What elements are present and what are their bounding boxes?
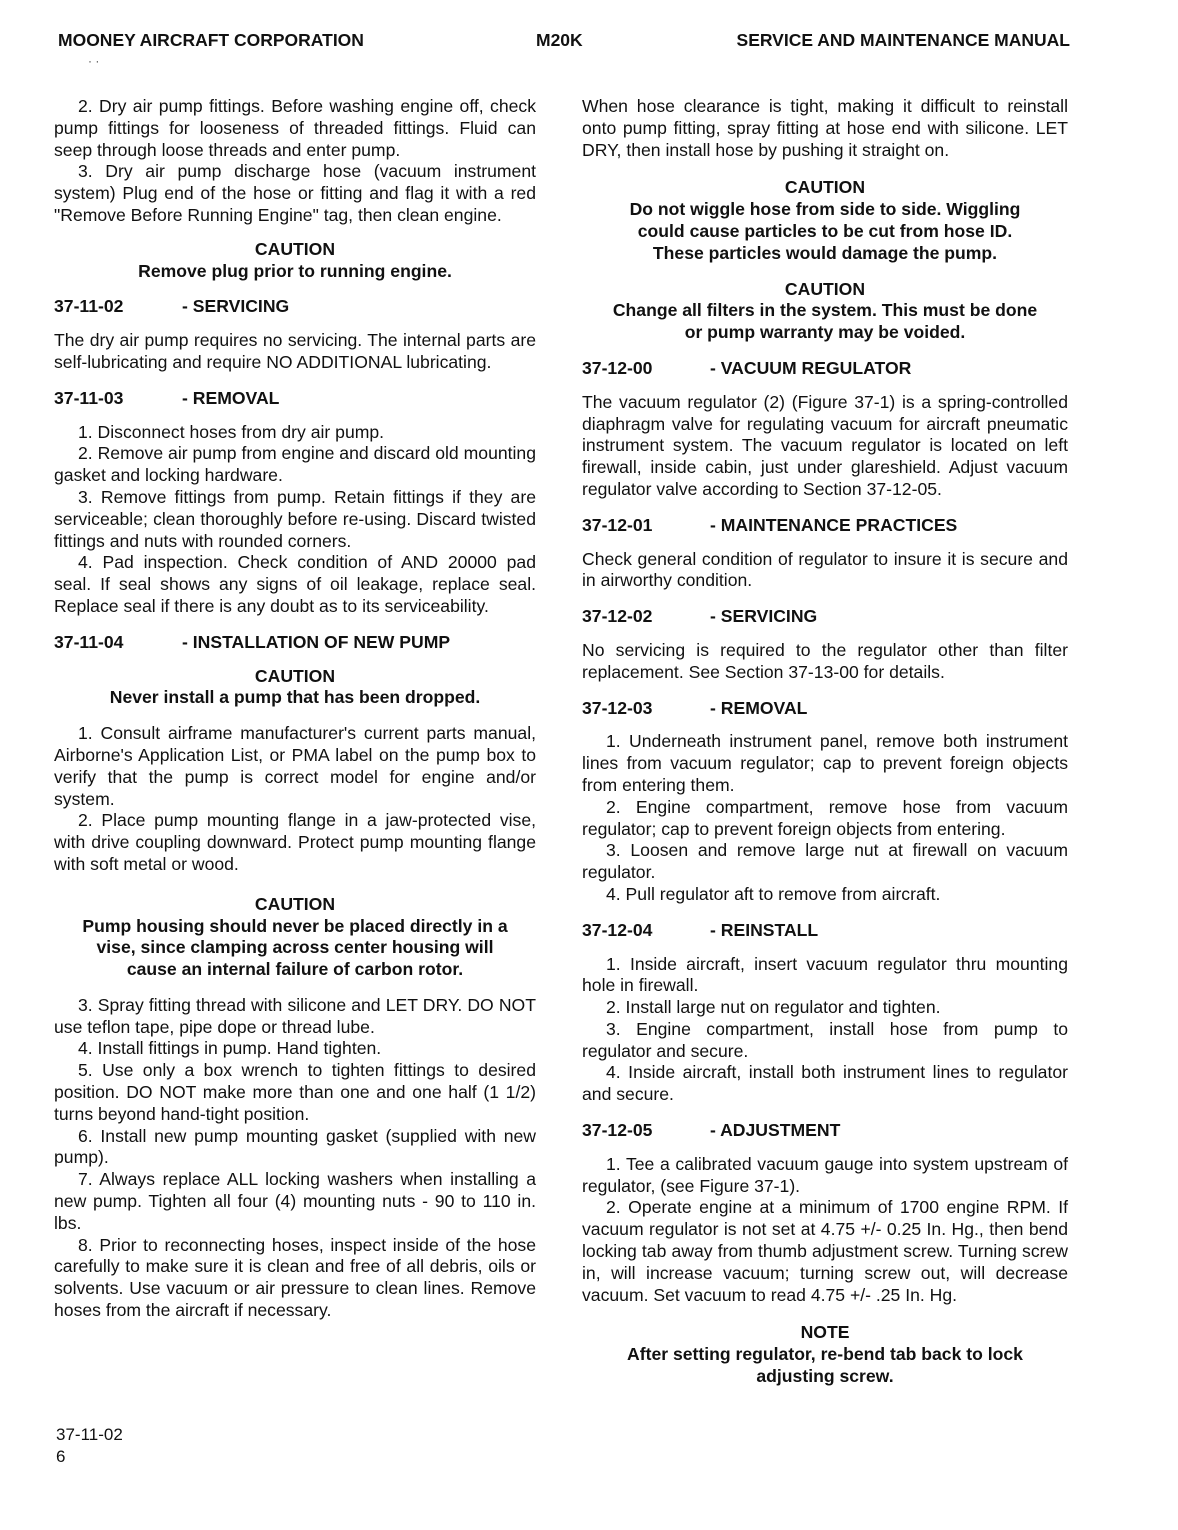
- company-name: MOONEY AIRCRAFT CORPORATION: [58, 30, 364, 50]
- section-title: - VACUUM REGULATOR: [710, 357, 912, 378]
- list-item: 5. Use only a box wrench to tighten fittings to desired position. DO NOT make more than one and one half (1 1/2) turns beyond hand-tight position.: [54, 1060, 536, 1124]
- section-heading: [582, 515, 1068, 537]
- paragraph: The dry air pump requires no servicing. The internal parts are self-lubricating and require NO ADDITIONAL lubricating.: [54, 330, 536, 372]
- caution-line: vise, since clamping across center housing will: [96, 937, 494, 958]
- list-item: 3. Remove fittings from pump. Retain fittings if they are serviceable; clean thoroughly before re-using. Discard twisted fittings and nuts with rounded corners.: [54, 486, 536, 551]
- caution-line: Change all filters in the system. This must be done: [612, 300, 1038, 321]
- section-number: 37-12-02: [582, 606, 653, 627]
- caution-title: CAUTION: [254, 893, 336, 914]
- caution-text: Remove plug prior to running engine.: [138, 260, 452, 281]
- caution-title: CAUTION: [254, 238, 336, 259]
- list-item: 4. Pull regulator aft to remove from aircraft.: [606, 883, 941, 904]
- caution-box: [54, 894, 536, 981]
- caution-title: CAUTION: [784, 177, 866, 198]
- section-heading: [582, 920, 1068, 942]
- paragraph: 2. Dry air pump fittings. Before washing engine off, check pump fittings for looseness of threaded fittings. Fluid can seep through loose threads and enter pump.: [54, 96, 536, 160]
- section-title: - REMOVAL: [182, 387, 280, 408]
- page-footer: [56, 1424, 123, 1468]
- caution-title: CAUTION: [784, 278, 866, 299]
- list-item: 2. Install large nut on regulator and tighten.: [606, 997, 941, 1018]
- section-number: 37-12-01: [582, 514, 653, 535]
- caution-title: CAUTION: [254, 665, 336, 686]
- section-title: - SERVICING: [710, 606, 818, 627]
- section-heading: [54, 388, 536, 410]
- list-item: 3. Loosen and remove large nut at firewall on vacuum regulator.: [582, 840, 1068, 883]
- aircraft-model: M20K: [536, 30, 583, 50]
- caution-line: Pump housing should never be placed directly in a: [82, 915, 508, 936]
- list-item: 2. Remove air pump from engine and discard old mounting gasket and locking hardware.: [54, 443, 536, 486]
- list-item: 1. Underneath instrument panel, remove both instrument lines from vacuum regulator; cap to prevent foreign objects from entering them.: [582, 731, 1068, 795]
- caution-box: [54, 666, 536, 710]
- page-number: 6: [56, 1447, 66, 1466]
- paragraph: The vacuum regulator (2) (Figure 37-1) is a spring-controlled diaphragm valve for regulating vacuum for aircraft pneumatic instrument system. The vacuum regulator is located on left firewall, inside cabin, just under glareshield. Adjust vacuum regulator valve according to Section 37-12-05.: [582, 391, 1068, 499]
- list-item: 2. Place pump mounting flange in a jaw-protected vise, with drive coupling downward. Protect pump mounting flange with soft metal or wood.: [54, 810, 536, 874]
- section-title: - MAINTENANCE PRACTICES: [710, 514, 958, 535]
- list-item: 3. Spray fitting thread with silicone and LET DRY. DO NOT use teflon tape, pipe dope or thread lube.: [54, 994, 536, 1037]
- section-number: 37-11-02: [54, 296, 124, 317]
- section-heading: [582, 358, 1068, 380]
- paragraph: 3. Dry air pump discharge hose (vacuum instrument system) Plug end of the hose or fitting and flag it with a red "Remove Before Running Engine" tag, then clean engine.: [54, 161, 536, 225]
- note-box: [582, 1322, 1068, 1387]
- section-number: 37-11-04: [54, 631, 124, 652]
- section-heading: [582, 698, 1068, 720]
- caution-line: These particles would damage the pump.: [652, 242, 998, 263]
- list-item: 4. Inside aircraft, install both instrument lines to regulator and secure.: [582, 1062, 1068, 1105]
- caution-line: Do not wiggle hose from side to side. Wiggling: [629, 199, 1021, 220]
- section-heading: [582, 1120, 1068, 1142]
- section-title: - INSTALLATION OF NEW PUMP: [182, 631, 451, 652]
- note-line: After setting regulator, re-bend tab back to lock: [627, 1344, 1023, 1365]
- list-item: 1. Inside aircraft, insert vacuum regulator thru mounting hole in firewall.: [582, 953, 1068, 996]
- footer-section-number: 37-11-02: [56, 1425, 123, 1444]
- page-header: [58, 30, 1070, 56]
- section-title: - SERVICING: [182, 296, 290, 317]
- list-item: 1. Disconnect hoses from dry air pump.: [78, 421, 385, 442]
- right-column: [582, 96, 1068, 1402]
- section-heading: [54, 632, 536, 654]
- caution-line: could cause particles to be cut from hose ID.: [637, 220, 1013, 241]
- paragraph: When hose clearance is tight, making it difficult to reinstall onto pump fitting, spray fitting at hose end with silicone. LET DRY, then install hose by pushing it straight on.: [582, 96, 1068, 160]
- section-heading: [582, 606, 1068, 628]
- section-title: - ADJUSTMENT: [710, 1120, 841, 1141]
- caution-box: [582, 279, 1068, 344]
- note-line: adjusting screw.: [756, 1366, 894, 1387]
- scan-speck: · ·: [88, 54, 100, 68]
- caution-box: [54, 239, 536, 283]
- section-title: - REINSTALL: [710, 919, 819, 940]
- section-heading: [54, 296, 536, 318]
- section-number: 37-12-00: [582, 357, 653, 378]
- paragraph: No servicing is required to the regulator other than filter replacement. See Section 37-13-00 for details.: [582, 639, 1068, 682]
- note-title: NOTE: [800, 1322, 850, 1343]
- section-number: 37-12-03: [582, 697, 653, 718]
- list-item: 1. Tee a calibrated vacuum gauge into system upstream of regulator, (see Figure 37-1).: [582, 1153, 1068, 1196]
- list-item: 1. Consult airframe manufacturer's current parts manual, Airborne's Application List, or PMA label on the pump box to verify that the pump is correct model for engine and/or system.: [54, 723, 536, 809]
- list-item: 8. Prior to reconnecting hoses, inspect inside of the hose carefully to make sure it is clean and free of all debris, oils or solvents. Use vacuum or air pressure to clean lines. Remove hoses from the aircraft if necessary.: [54, 1234, 536, 1321]
- section-number: 37-11-03: [54, 387, 124, 408]
- list-item: 2. Engine compartment, remove hose from vacuum regulator; cap to prevent foreign objects from entering.: [582, 796, 1068, 839]
- caution-box: [582, 177, 1068, 264]
- manual-title: SERVICE AND MAINTENANCE MANUAL: [736, 30, 1070, 50]
- list-item: 4. Install fittings in pump. Hand tighten.: [78, 1038, 382, 1059]
- list-item: 2. Operate engine at a minimum of 1700 engine RPM. If vacuum regulator is not set at 4.75 +/- 0.25 In. Hg., then bend locking tab away from thumb adjustment screw. Turning screw in, will increase vacuum; turning screw out, will decrease vacuum. Set vacuum to read 4.75 +/- .25 In. Hg.: [582, 1197, 1068, 1305]
- caution-text: Never install a pump that has been dropped.: [109, 687, 481, 708]
- caution-line: or pump warranty may be voided.: [684, 322, 966, 343]
- paragraph: Check general condition of regulator to insure it is secure and in airworthy condition.: [582, 548, 1068, 591]
- list-item: 3. Engine compartment, install hose from pump to regulator and secure.: [582, 1018, 1068, 1061]
- list-item: 6. Install new pump mounting gasket (supplied with new pump).: [54, 1125, 536, 1168]
- list-item: 7. Always replace ALL locking washers when installing a new pump. Tighten all four (4) mounting nuts - 90 to 110 in. lbs.: [54, 1169, 536, 1233]
- left-column: [54, 96, 536, 1322]
- section-title: - REMOVAL: [710, 697, 808, 718]
- section-number: 37-12-04: [582, 919, 653, 940]
- list-item: 4. Pad inspection. Check condition of AND 20000 pad seal. If seal shows any signs of oil leakage, replace seal. Replace seal if there is any doubt as to its serviceability.: [54, 552, 536, 616]
- caution-line: cause an internal failure of carbon rotor.: [126, 959, 464, 980]
- section-number: 37-12-05: [582, 1120, 653, 1141]
